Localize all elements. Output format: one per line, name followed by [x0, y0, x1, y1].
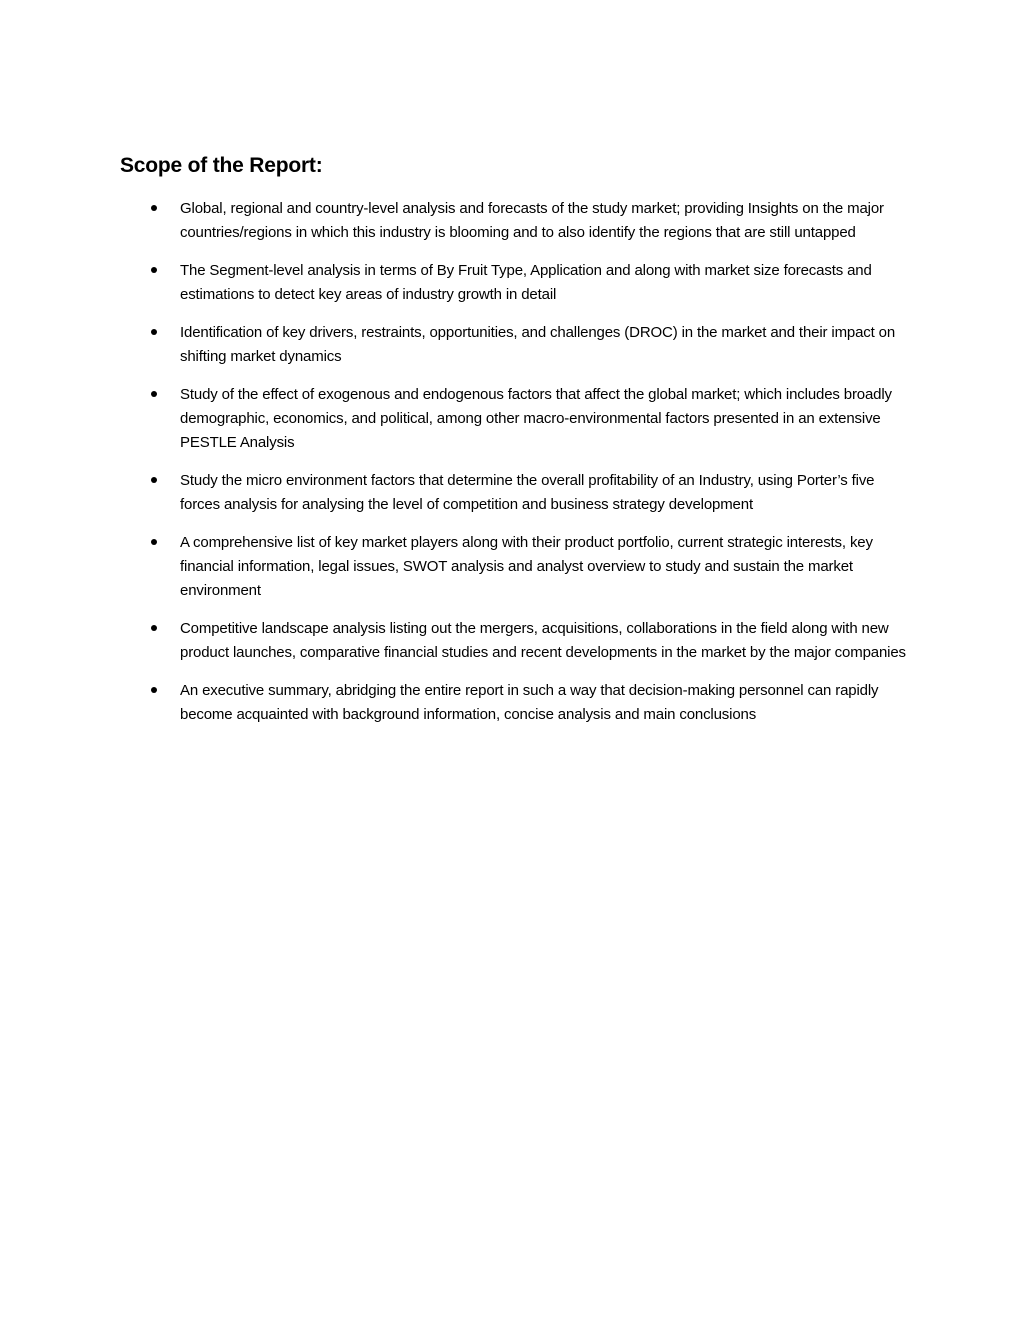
list-item-text: Competitive landscape analysis listing out the mergers, acquisitions, collaborations in the field along with new product launches, comparative financial studies and recent developments in the market by the major companies [180, 620, 906, 661]
list-item-text: Study of the effect of exogenous and endogenous factors that affect the global market; which includes broadly demographic, economics, and political, among other macro-environmental factors presented in an extensive PESTLE Analysis [180, 386, 892, 451]
list-item [0, 679, 1024, 727]
section-heading: Scope of the Report: [120, 154, 323, 177]
list-item-text: An executive summary, abridging the entire report in such a way that decision-making personnel can rapidly become acquainted with background information, concise analysis and main conclusions [180, 682, 879, 723]
bullet-icon [151, 205, 157, 211]
bullet-icon [151, 267, 157, 273]
list-item-text: Identification of key drivers, restraints, opportunities, and challenges (DROC) in the market and their impact on shifting market dynamics [180, 324, 896, 365]
list-item [0, 383, 1024, 455]
bullet-icon [151, 625, 157, 631]
list-item-text: Global, regional and country-level analysis and forecasts of the study market; providing Insights on the major countries/regions in which this industry is blooming and to also identify the regions that are still untapped [180, 200, 884, 241]
list-item-text: The Segment-level analysis in terms of By Fruit Type, Application and along with market size forecasts and estimations to detect key areas of industry growth in detail [180, 262, 872, 303]
bullet-icon [151, 477, 157, 483]
bullet-icon [151, 539, 157, 545]
list-item-text: A comprehensive list of key market players along with their product portfolio, current strategic interests, key financial information, legal issues, SWOT analysis and analyst overview to study and sustain the market environment [180, 534, 873, 599]
list-item [0, 197, 1024, 245]
bullet-icon [151, 391, 157, 397]
scope-bullet-list [0, 197, 1024, 741]
bullet-icon [151, 687, 157, 693]
list-item [0, 259, 1024, 307]
list-item-text: Study the micro environment factors that determine the overall profitability of an Industry, using Porter’s five forces analysis for analysing the level of competition and business strategy development [180, 472, 875, 513]
list-item [0, 617, 1024, 665]
list-item [0, 469, 1024, 517]
list-item [0, 531, 1024, 603]
bullet-icon [151, 329, 157, 335]
list-item [0, 321, 1024, 369]
